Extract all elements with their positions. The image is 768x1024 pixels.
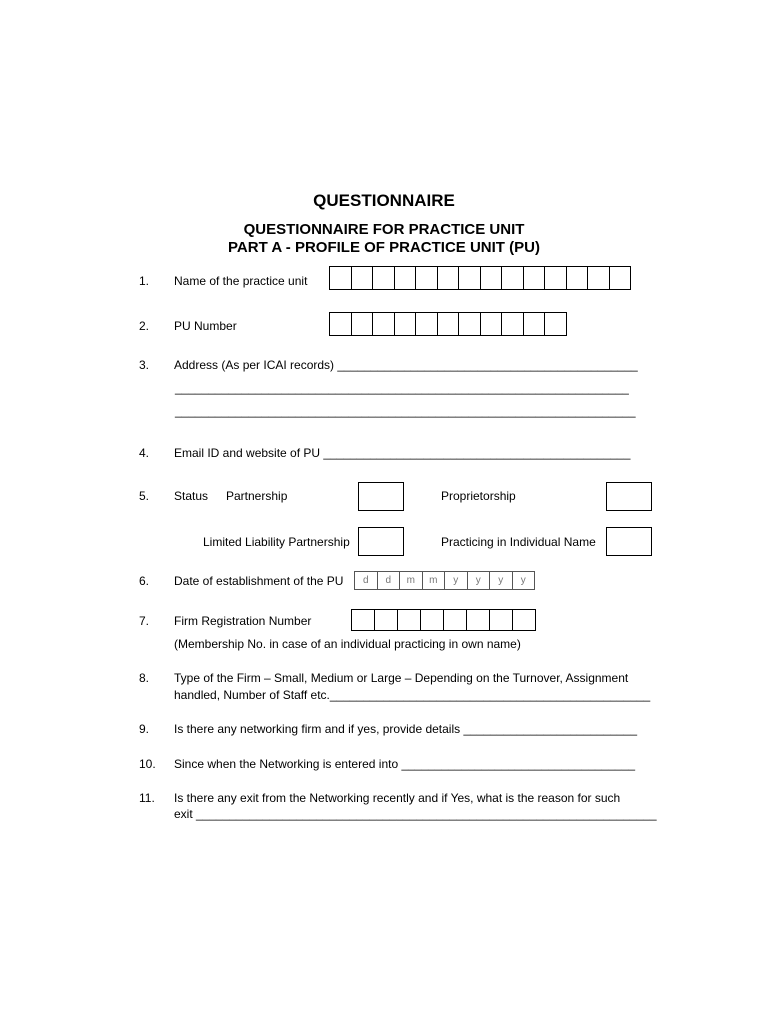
- networking-exit-label: Is there any exit from the Networking recently and if Yes, what is the reason for such: [174, 791, 621, 805]
- firm-type-line-2[interactable]: handled, Number of Staff etc.________________________________________________: [174, 688, 651, 702]
- char-box[interactable]: [458, 312, 481, 336]
- char-box[interactable]: [480, 266, 503, 290]
- status-option-partnership: Partnership: [226, 489, 288, 503]
- page-title: QUESTIONNAIRE: [313, 191, 455, 210]
- status-option-llp: Limited Liability Partnership: [203, 535, 350, 549]
- partnership-checkbox[interactable]: [358, 482, 404, 511]
- char-box[interactable]: [374, 609, 398, 631]
- firm-registration-boxes[interactable]: [351, 609, 536, 631]
- part-heading: PART A - PROFILE OF PRACTICE UNIT (PU): [228, 239, 540, 256]
- char-box[interactable]: [609, 266, 632, 290]
- char-box[interactable]: [544, 266, 567, 290]
- char-box[interactable]: [394, 312, 417, 336]
- address-line-3[interactable]: _____________________________________________________________________: [175, 404, 636, 418]
- item-number: 10.: [139, 757, 156, 771]
- item-number: 2.: [139, 319, 150, 333]
- char-box[interactable]: [501, 266, 524, 290]
- date-box[interactable]: m: [422, 571, 446, 590]
- date-box[interactable]: y: [489, 571, 513, 590]
- char-box[interactable]: [415, 266, 438, 290]
- item-number: 1.: [139, 274, 150, 288]
- practice-unit-name-label: Name of the practice unit: [174, 274, 308, 288]
- date-box[interactable]: y: [444, 571, 468, 590]
- date-box[interactable]: d: [354, 571, 378, 590]
- practice-unit-name-boxes[interactable]: [329, 266, 631, 290]
- char-box[interactable]: [458, 266, 481, 290]
- char-box[interactable]: [544, 312, 567, 336]
- char-box[interactable]: [501, 312, 524, 336]
- char-box[interactable]: [397, 609, 421, 631]
- char-box[interactable]: [443, 609, 467, 631]
- item-number: 6.: [139, 574, 150, 588]
- char-box[interactable]: [437, 312, 460, 336]
- date-box[interactable]: m: [399, 571, 423, 590]
- char-box[interactable]: [420, 609, 444, 631]
- membership-note: (Membership No. in case of an individual practicing in own name): [174, 637, 521, 651]
- char-box[interactable]: [329, 266, 352, 290]
- item-number: 5.: [139, 489, 150, 503]
- establishment-date-boxes[interactable]: [354, 571, 535, 590]
- status-label: Status: [174, 489, 209, 503]
- networking-since-label[interactable]: Since when the Networking is entered into ___________________________________: [174, 757, 636, 771]
- proprietorship-checkbox[interactable]: [606, 482, 652, 511]
- char-box[interactable]: [372, 266, 395, 290]
- char-box[interactable]: [523, 312, 546, 336]
- item-number: 4.: [139, 446, 150, 460]
- networking-exit-line-2[interactable]: exit _____________________________________________________________________: [174, 807, 657, 821]
- char-box[interactable]: [489, 609, 513, 631]
- date-box[interactable]: y: [512, 571, 536, 590]
- status-option-individual: Practicing in Individual Name: [441, 535, 596, 549]
- char-box[interactable]: [351, 312, 374, 336]
- item-number: 7.: [139, 614, 150, 628]
- networking-firm-label[interactable]: Is there any networking firm and if yes, provide details __________________________: [174, 722, 637, 736]
- item-number: 9.: [139, 722, 150, 736]
- item-number: 8.: [139, 671, 150, 685]
- char-box[interactable]: [437, 266, 460, 290]
- char-box[interactable]: [523, 266, 546, 290]
- char-box[interactable]: [415, 312, 438, 336]
- item-number: 3.: [139, 358, 150, 372]
- char-box[interactable]: [394, 266, 417, 290]
- individual-name-checkbox[interactable]: [606, 527, 652, 556]
- address-line-2[interactable]: ____________________________________________________________________: [175, 381, 629, 395]
- firm-type-label: Type of the Firm – Small, Medium or Large – Depending on the Turnover, Assignment: [174, 671, 629, 685]
- date-box[interactable]: d: [377, 571, 401, 590]
- item-number: 11.: [139, 791, 155, 805]
- address-label[interactable]: Address (As per ICAI records) _____________________________________________: [174, 358, 638, 372]
- llp-checkbox[interactable]: [358, 527, 404, 556]
- date-box[interactable]: y: [467, 571, 491, 590]
- char-box[interactable]: [566, 266, 589, 290]
- establishment-date-label: Date of establishment of the PU: [174, 574, 344, 588]
- char-box[interactable]: [351, 266, 374, 290]
- pu-number-boxes[interactable]: [329, 312, 567, 336]
- char-box[interactable]: [587, 266, 610, 290]
- char-box[interactable]: [466, 609, 490, 631]
- firm-registration-label: Firm Registration Number: [174, 614, 312, 628]
- subtitle: QUESTIONNAIRE FOR PRACTICE UNIT: [243, 221, 525, 238]
- char-box[interactable]: [351, 609, 375, 631]
- char-box[interactable]: [480, 312, 503, 336]
- char-box[interactable]: [512, 609, 536, 631]
- char-box[interactable]: [372, 312, 395, 336]
- email-website-label[interactable]: Email ID and website of PU ______________________________________________: [174, 446, 631, 460]
- char-box[interactable]: [329, 312, 352, 336]
- pu-number-label: PU Number: [174, 319, 237, 333]
- status-option-proprietorship: Proprietorship: [441, 489, 516, 503]
